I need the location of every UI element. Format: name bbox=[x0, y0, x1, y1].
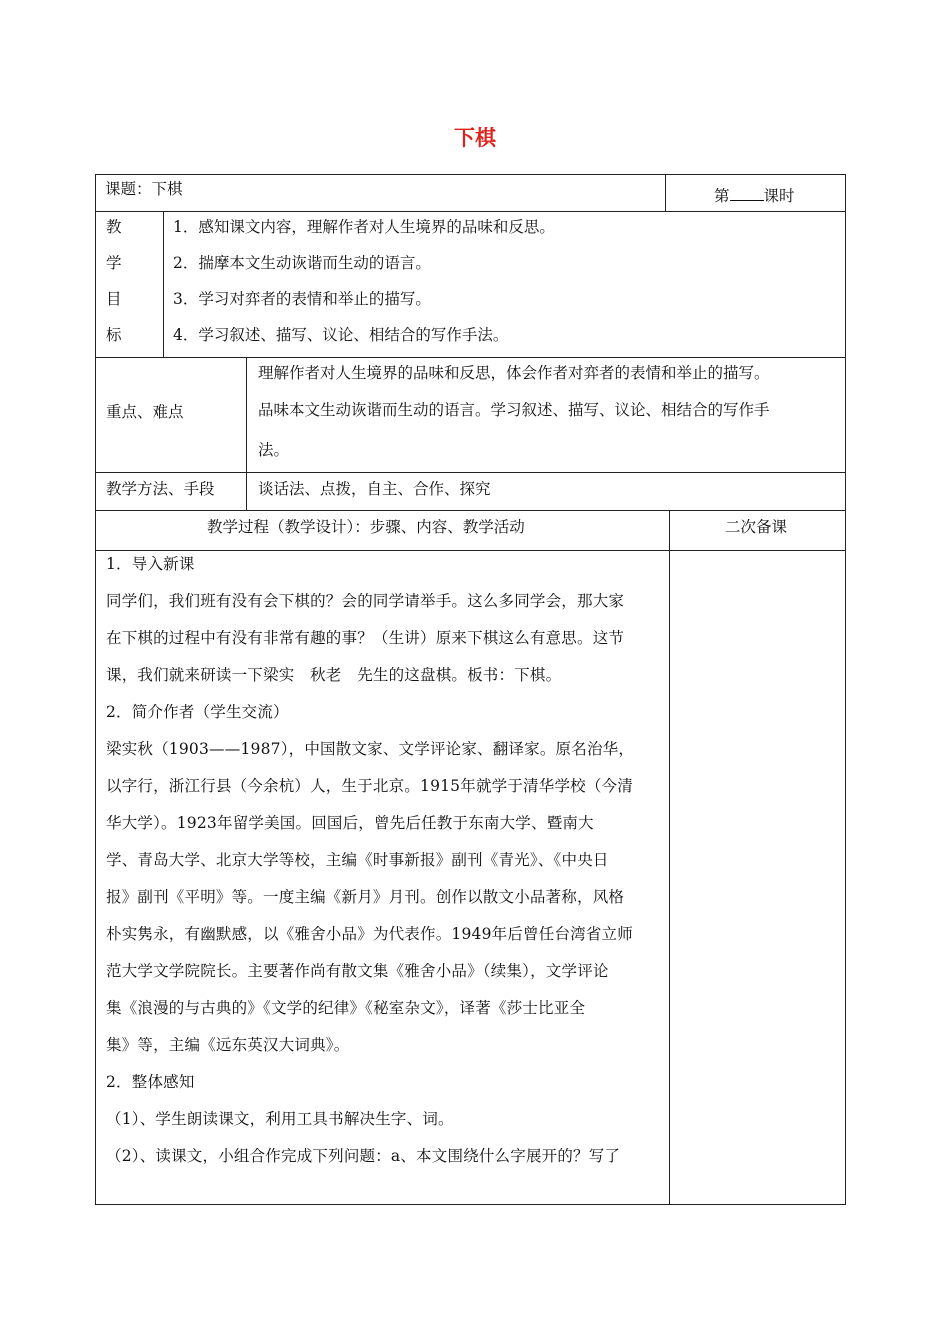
page-title: 下棋 bbox=[454, 126, 496, 150]
body-line: 华大学）。1923年留学美国。回国后，曾先后任教于东南大学、暨南大 bbox=[106, 814, 594, 832]
period-prefix: 第 bbox=[714, 187, 730, 205]
row-divider bbox=[95, 510, 846, 511]
body-line: 以字行，浙江行县（今余杭）人，生于北京。1915年就学于清华学校（今清 bbox=[106, 777, 633, 795]
row-divider bbox=[95, 472, 846, 473]
body-line: 集《浪漫的与古典的》《文学的纪律》《秘室杂文》，译著《莎士比亚全 bbox=[106, 999, 586, 1017]
body-line: （1）、学生朗读课文，利用工具书解决生字、词。 bbox=[106, 1110, 454, 1128]
key-points-line: 品味本文生动诙谐而生动的语言。学习叙述、描写、议论、相结合的写作手 bbox=[258, 401, 770, 419]
body-line: 2．整体感知 bbox=[106, 1073, 195, 1091]
methods-label: 教学方法、手段 bbox=[106, 480, 215, 498]
body-line: 同学们，我们班有没有会下棋的？会的同学请举手。这么多同学会，那大家 bbox=[106, 592, 625, 610]
body-line: 1．导入新课 bbox=[106, 555, 195, 573]
second-prep-header: 二次备课 bbox=[725, 518, 788, 536]
body-line: 报》副刊《平明》等。一度主编《新月》月刊。创作以散文小品著称，风格 bbox=[106, 888, 625, 906]
key-points-line: 理解作者对人生境界的品味和反思，体会作者对弈者的表情和举止的描写。 bbox=[258, 364, 770, 382]
body-line: 课，我们就来研读一下梁实 秋老 先生的这盘棋。板书：下棋。 bbox=[106, 666, 562, 684]
key-points-label: 重点、难点 bbox=[106, 403, 184, 421]
period-blank bbox=[730, 186, 764, 201]
period-cell bbox=[714, 186, 795, 206]
methods-value: 谈话法、点拨，自主、合作、探究 bbox=[258, 480, 491, 498]
objective-item: 4．学习叙述、描写、议论、相结合的写作手法。 bbox=[173, 326, 509, 344]
column-divider bbox=[163, 211, 164, 357]
objective-item: 1．感知课文内容，理解作者对人生境界的品味和反思。 bbox=[173, 218, 555, 236]
objectives-label-char: 目 bbox=[106, 290, 122, 308]
body-line: 梁实秋（1903——1987），中国散文家、文学评论家、翻译家。原名治华， bbox=[106, 740, 635, 758]
body-line: 朴实隽永，有幽默感，以《雅舍小品》为代表作。1949年后曾任台湾省立师 bbox=[106, 925, 633, 943]
objective-item: 3．学习对弈者的表情和举止的描写。 bbox=[173, 290, 431, 308]
process-header: 教学过程（教学设计）：步骤、内容、教学活动 bbox=[207, 518, 525, 536]
key-points-line: 法。 bbox=[258, 441, 290, 459]
lesson-body bbox=[106, 546, 672, 1175]
objectives-label-char: 标 bbox=[106, 326, 122, 344]
body-line: 在下棋的过程中有没有非常有趣的事？（生讲）原来下棋这么有意思。这节 bbox=[106, 629, 625, 647]
body-line: 2．简介作者（学生交流） bbox=[106, 703, 289, 721]
column-divider bbox=[246, 357, 247, 472]
body-line: 集》等，主编《远东英汉大词典》。 bbox=[106, 1036, 350, 1054]
body-line: （2）、读课文，小组合作完成下列问题：a、本文围绕什么字展开的？写了 bbox=[106, 1147, 621, 1165]
column-divider bbox=[665, 174, 666, 211]
column-divider bbox=[246, 472, 247, 510]
row-divider bbox=[95, 357, 846, 358]
body-line: 学、青岛大学、北京大学等校，主编《时事新报》副刊《青光》、《中央日 bbox=[106, 851, 609, 869]
objectives-label-char: 教 bbox=[106, 218, 122, 236]
period-suffix: 课时 bbox=[763, 187, 795, 205]
topic-label: 课题：下棋 bbox=[105, 180, 183, 198]
body-line: 范大学文学院院长。主要著作尚有散文集《雅舍小品》（续集），文学评论 bbox=[106, 962, 609, 980]
objective-item: 2．揣摩本文生动诙谐而生动的语言。 bbox=[173, 254, 431, 272]
objectives-label-char: 学 bbox=[106, 254, 122, 272]
row-divider bbox=[95, 211, 846, 212]
